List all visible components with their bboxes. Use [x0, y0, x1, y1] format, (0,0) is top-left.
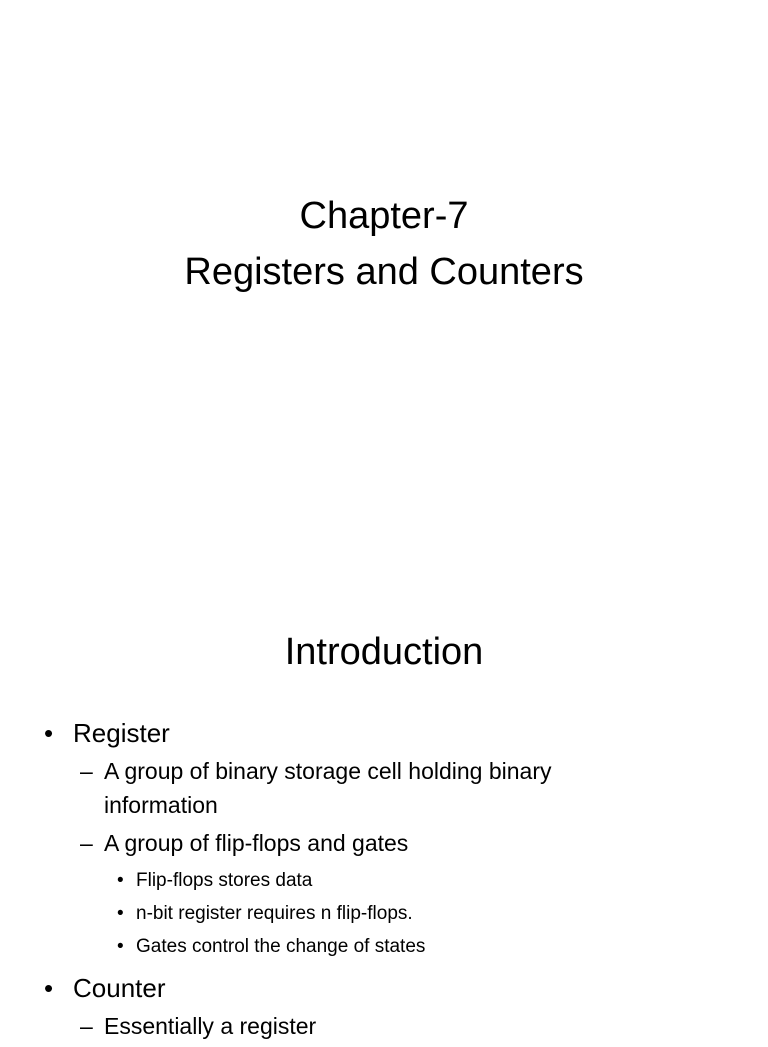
sub-sub-bullet-n-bit-text: n-bit register requires n flip-flops.: [136, 903, 413, 924]
dash-marker: –: [80, 758, 93, 784]
bullet-marker: •: [117, 870, 124, 891]
sub-bullet-essentially-register: [0, 1009, 768, 1043]
slide-title: [0, 188, 768, 300]
dash-marker: –: [80, 1013, 93, 1039]
bullet-list: [0, 716, 768, 1047]
bullet-marker: •: [117, 936, 124, 957]
sub-bullet-flip-flops-gates-text: A group of flip-flops and gates: [104, 830, 409, 856]
slide-heading: Introduction: [284, 631, 484, 673]
bullet-marker: •: [44, 718, 54, 748]
sub-sub-bullet-n-bit: [0, 897, 768, 930]
bullet-marker: •: [117, 903, 124, 924]
title-line-chapter: Chapter-7: [299, 195, 469, 237]
dash-marker: –: [80, 830, 93, 856]
bullet-marker: •: [44, 973, 54, 1003]
sub-bullet-storage-cell: [0, 754, 768, 822]
sub-bullet-essentially-register-text: Essentially a register: [104, 1013, 317, 1039]
bullet-register: [0, 716, 768, 750]
sub-sub-bullet-stores-data: [0, 864, 768, 897]
sub-sub-bullet-gates-control: [0, 930, 768, 963]
bullet-counter: [0, 971, 768, 1005]
sub-sub-bullet-gates-control-text: Gates control the change of states: [136, 936, 426, 957]
title-line-topic: Registers and Counters: [184, 251, 584, 293]
sub-bullet-flip-flops-gates: [0, 826, 768, 860]
sub-bullet-storage-cell-text: A group of binary storage cell holding binary information: [104, 758, 552, 818]
sub-sub-bullet-stores-data-text: Flip-flops stores data: [136, 870, 313, 891]
slide-introduction: [0, 576, 768, 1039]
bullet-counter-text: Counter: [73, 973, 166, 1003]
bullet-register-text: Register: [73, 718, 170, 748]
